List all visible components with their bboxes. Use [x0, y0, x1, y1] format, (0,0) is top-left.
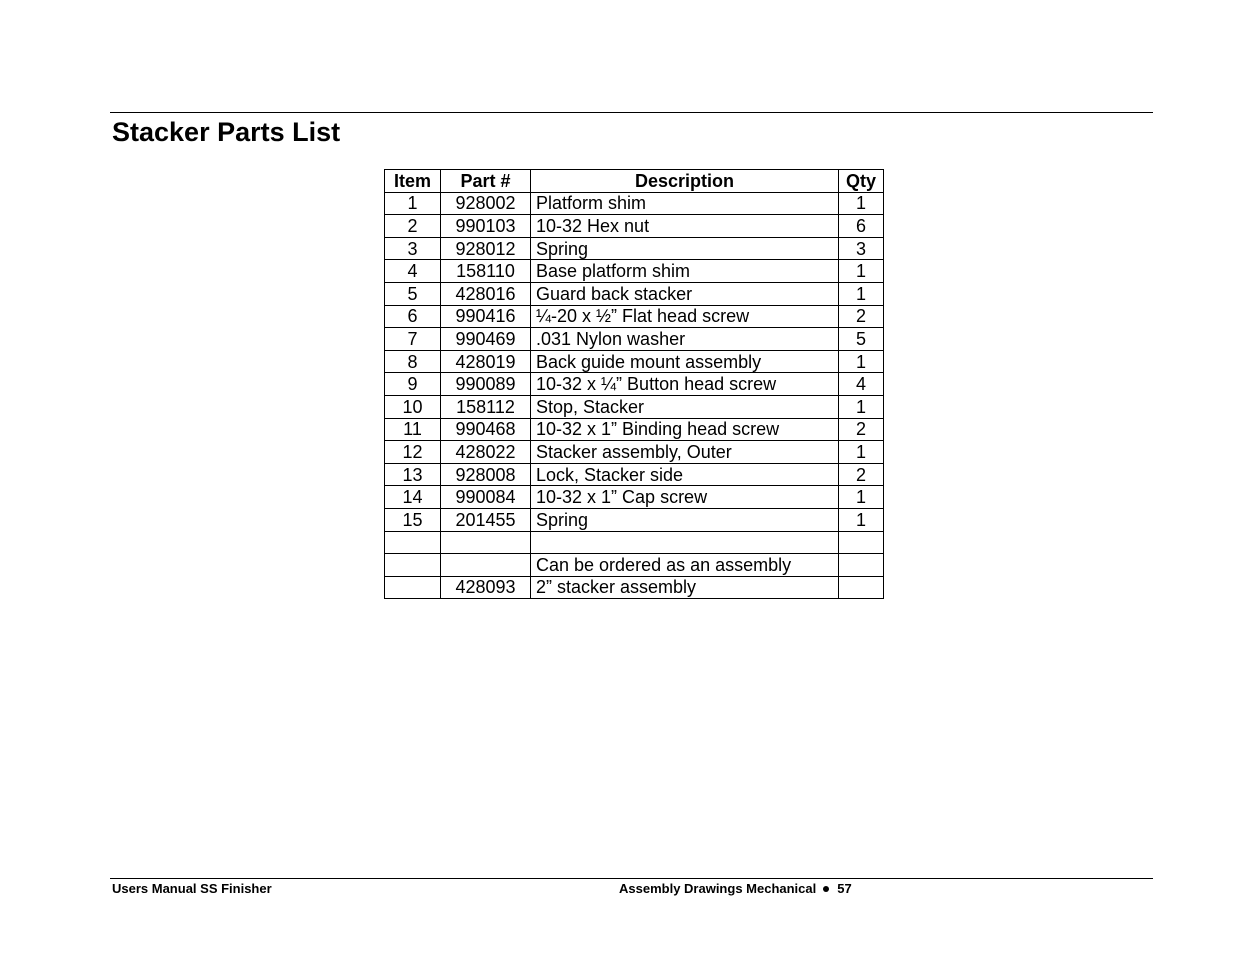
- cell-item: 15: [385, 508, 441, 531]
- table-row: [385, 237, 884, 260]
- cell-item: 1: [385, 192, 441, 215]
- cell-part-number: [441, 554, 531, 577]
- cell-part-number: 201455: [441, 508, 531, 531]
- cell-description: Lock, Stacker side: [531, 463, 839, 486]
- cell-part-number: 928012: [441, 237, 531, 260]
- table-row: [385, 418, 884, 441]
- cell-item: 7: [385, 328, 441, 351]
- cell-description: .031 Nylon washer: [531, 328, 839, 351]
- cell-part-number: 928008: [441, 463, 531, 486]
- cell-part-number: 990084: [441, 486, 531, 509]
- column-header-description: Description: [531, 170, 839, 193]
- cell-item: 11: [385, 418, 441, 441]
- cell-part-number: [441, 531, 531, 554]
- cell-description: Platform shim: [531, 192, 839, 215]
- cell-description: [531, 531, 839, 554]
- cell-qty: 2: [839, 305, 884, 328]
- table-row: [385, 441, 884, 464]
- footer-page-number: 57: [837, 881, 852, 896]
- table-row: [385, 531, 884, 554]
- cell-description: Spring: [531, 508, 839, 531]
- bullet-icon: [823, 886, 829, 892]
- cell-part-number: 428016: [441, 282, 531, 305]
- cell-description: 10-32 x 1” Binding head screw: [531, 418, 839, 441]
- table-row: [385, 282, 884, 305]
- table-row: [385, 554, 884, 577]
- cell-part-number: 990089: [441, 373, 531, 396]
- page-title: Stacker Parts List: [112, 117, 341, 147]
- table-row: [385, 373, 884, 396]
- cell-description: Back guide mount assembly: [531, 350, 839, 373]
- cell-part-number: 990469: [441, 328, 531, 351]
- cell-part-number: 158112: [441, 395, 531, 418]
- cell-item: 4: [385, 260, 441, 283]
- table-header-row: [385, 170, 884, 193]
- cell-item: [385, 576, 441, 599]
- cell-part-number: 428022: [441, 441, 531, 464]
- cell-part-number: 428093: [441, 576, 531, 599]
- cell-qty: 3: [839, 237, 884, 260]
- cell-part-number: 428019: [441, 350, 531, 373]
- cell-qty: 1: [839, 282, 884, 305]
- cell-qty: 1: [839, 508, 884, 531]
- footer-page-info: [619, 881, 852, 897]
- cell-description: Spring: [531, 237, 839, 260]
- cell-qty: 2: [839, 463, 884, 486]
- cell-item: 9: [385, 373, 441, 396]
- cell-item: 8: [385, 350, 441, 373]
- cell-item: 3: [385, 237, 441, 260]
- parts-table: [384, 169, 884, 599]
- table-row: [385, 328, 884, 351]
- cell-qty: 1: [839, 486, 884, 509]
- cell-description: Stop, Stacker: [531, 395, 839, 418]
- cell-qty: [839, 531, 884, 554]
- footer-manual-title: Users Manual SS Finisher: [112, 881, 272, 896]
- column-header-qty: Qty: [839, 170, 884, 193]
- cell-qty: 1: [839, 395, 884, 418]
- cell-part-number: 158110: [441, 260, 531, 283]
- table-row: [385, 576, 884, 599]
- table-row: [385, 305, 884, 328]
- cell-description: 2” stacker assembly: [531, 576, 839, 599]
- table-row: [385, 508, 884, 531]
- footer-rule: [110, 878, 1153, 879]
- table-row: [385, 350, 884, 373]
- cell-description: Guard back stacker: [531, 282, 839, 305]
- cell-item: 2: [385, 215, 441, 238]
- cell-qty: 1: [839, 441, 884, 464]
- cell-description: Stacker assembly, Outer: [531, 441, 839, 464]
- cell-qty: [839, 554, 884, 577]
- cell-part-number: 990468: [441, 418, 531, 441]
- table-row: [385, 486, 884, 509]
- cell-qty: 1: [839, 192, 884, 215]
- cell-item: 5: [385, 282, 441, 305]
- cell-qty: 1: [839, 260, 884, 283]
- cell-qty: 2: [839, 418, 884, 441]
- cell-item: 12: [385, 441, 441, 464]
- parts-table-body: [385, 192, 884, 599]
- cell-qty: 1: [839, 350, 884, 373]
- cell-qty: [839, 576, 884, 599]
- cell-item: 6: [385, 305, 441, 328]
- table-row: [385, 260, 884, 283]
- column-header-part-number: Part #: [441, 170, 531, 193]
- table-row: [385, 395, 884, 418]
- cell-description: 10-32 Hex nut: [531, 215, 839, 238]
- table-row: [385, 463, 884, 486]
- cell-item: 13: [385, 463, 441, 486]
- cell-item: 10: [385, 395, 441, 418]
- cell-part-number: 928002: [441, 192, 531, 215]
- cell-part-number: 990103: [441, 215, 531, 238]
- cell-qty: 6: [839, 215, 884, 238]
- cell-description: Can be ordered as an assembly: [531, 554, 839, 577]
- cell-description: ¼-20 x ½” Flat head screw: [531, 305, 839, 328]
- cell-item: 14: [385, 486, 441, 509]
- table-row: [385, 192, 884, 215]
- cell-qty: 4: [839, 373, 884, 396]
- cell-description: 10-32 x ¼” Button head screw: [531, 373, 839, 396]
- footer-section-title: Assembly Drawings Mechanical: [619, 881, 817, 896]
- cell-item: [385, 554, 441, 577]
- cell-item: [385, 531, 441, 554]
- column-header-item: Item: [385, 170, 441, 193]
- header-rule: [110, 112, 1153, 113]
- cell-part-number: 990416: [441, 305, 531, 328]
- table-row: [385, 215, 884, 238]
- cell-qty: 5: [839, 328, 884, 351]
- cell-description: 10-32 x 1” Cap screw: [531, 486, 839, 509]
- cell-description: Base platform shim: [531, 260, 839, 283]
